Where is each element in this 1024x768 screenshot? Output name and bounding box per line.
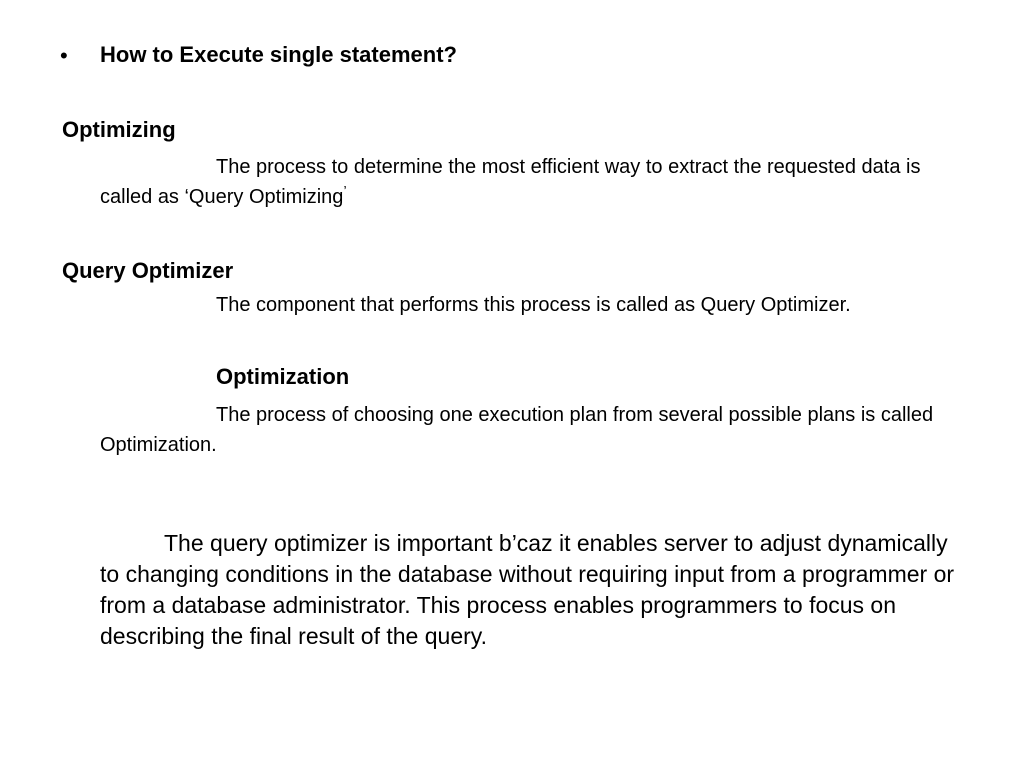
closing-quote-mark: ’: [343, 182, 347, 199]
section-text-optimization: The process of choosing one execution plan from several possible plans is called Optimization.: [100, 404, 934, 456]
bullet-icon: •: [60, 43, 68, 68]
optimizing-definition: The process to determine the most efficient way to extract the requested data is called as ‘Query Optimizing: [100, 156, 921, 208]
closing-paragraph: The query optimizer is important b’caz it enables server to adjust dynamically to changing conditions in the database without requiring input from a programmer or from a database administrator. This process enables programmers to focus on describing the final result of the query.: [100, 530, 955, 649]
section-title-optimization: Optimization: [216, 364, 350, 389]
section-title-query-optimizer: Query Optimizer: [62, 258, 234, 283]
main-heading: How to Execute single statement?: [100, 42, 457, 67]
section-text-optimizing: [100, 152, 970, 212]
section-text-query-optimizer: The component that performs this process is called as Query Optimizer.: [216, 294, 851, 316]
section-title-optimizing: Optimizing: [62, 117, 176, 142]
